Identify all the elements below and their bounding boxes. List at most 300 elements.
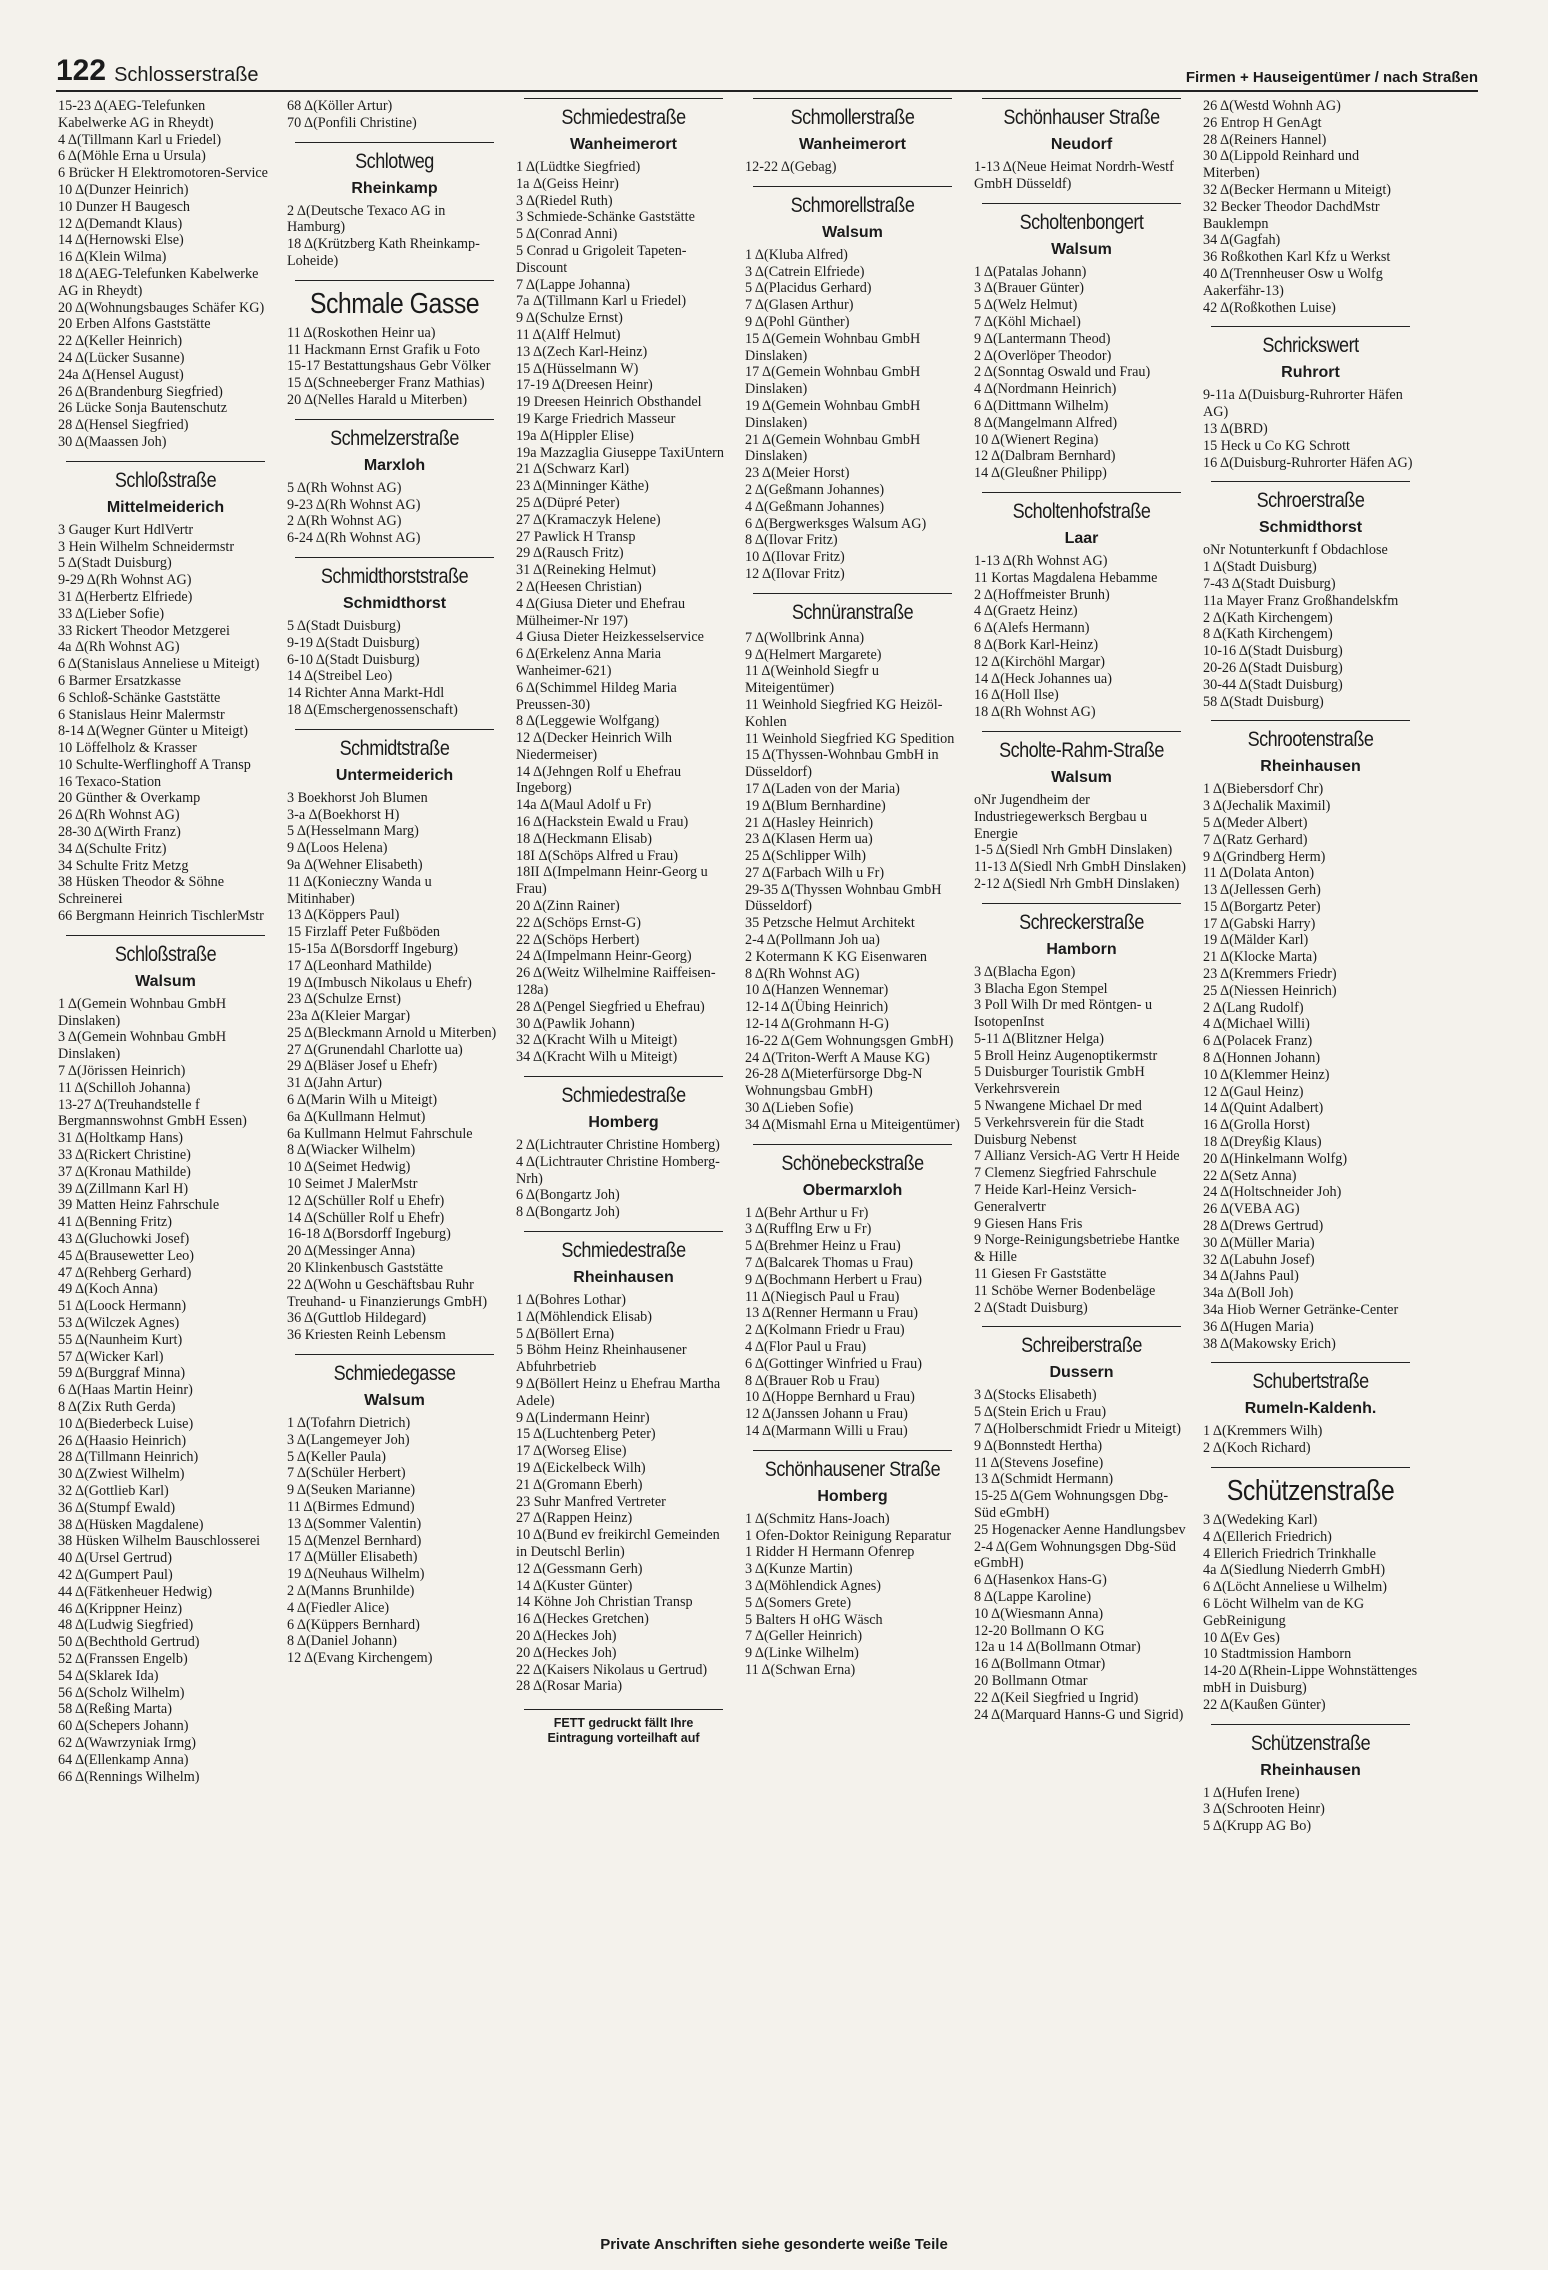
directory-entry: 5 Δ(Stein Erich u Frau) bbox=[974, 1404, 1107, 1421]
street-heading bbox=[974, 98, 1189, 155]
directory-entry: 14 Δ(Jehngen Rolf u Ehefrau Ingeborg) bbox=[516, 763, 682, 797]
directory-entry: 14 Δ(Marmann Willi u Frau) bbox=[745, 1423, 908, 1439]
directory-entry: 33 Δ(Rickert Christine) bbox=[58, 1147, 191, 1164]
directory-entry: 5 Δ(Brehmer Heinz u Frau) bbox=[745, 1238, 901, 1255]
directory-entry: 12-22 Δ(Gebag) bbox=[745, 159, 837, 175]
directory-entry: oNr Jugendheim der Industriegewerksch Bergbau u Energie bbox=[974, 791, 1148, 842]
directory-entry: 20 Δ(Zinn Rainer) bbox=[516, 898, 620, 915]
directory-entry: 9 Δ(Linke Wilhelm) bbox=[745, 1645, 859, 1662]
directory-entry: 45 Δ(Brausewetter Leo) bbox=[58, 1247, 194, 1264]
directory-entry: 5 Conrad u Grigoleit Tapeten-Discount bbox=[516, 242, 687, 276]
street-name: Schmiedestraße bbox=[561, 106, 686, 129]
directory-entry: 5 Δ(Böllert Erna) bbox=[516, 1325, 615, 1342]
directory-entry: 1 Δ(Gemein Wohnbau GmbH Dinslaken) bbox=[58, 995, 227, 1029]
directory-entry: 5 Δ(Keller Paula) bbox=[287, 1448, 386, 1465]
street-heading bbox=[58, 461, 273, 518]
street-name: Schmidthorststraße bbox=[320, 564, 469, 588]
directory-entry: 3 Δ(Gemein Wohnbau GmbH Dinslaken) bbox=[58, 1029, 227, 1063]
directory-entry: 42 Δ(Roßkothen Luise) bbox=[1203, 299, 1336, 316]
directory-entry: 1 Δ(Schmitz Hans-Joach) bbox=[745, 1510, 890, 1527]
directory-entry: 15 Δ(Luchtenberg Peter) bbox=[516, 1426, 656, 1443]
directory-entry: 17 Δ(Gabski Harry) bbox=[1203, 915, 1316, 932]
directory-entry: 9 Δ(Bochmann Herbert u Frau) bbox=[745, 1271, 922, 1288]
directory-entry: 30 Δ(Müller Maria) bbox=[1203, 1234, 1315, 1251]
directory-entry: 7-43 Δ(Stadt Duisburg) bbox=[1203, 575, 1336, 592]
directory-entry: 46 Δ(Krippner Heinz) bbox=[58, 1600, 183, 1617]
directory-entry: 17 Δ(Müller Elisabeth) bbox=[287, 1549, 418, 1566]
divider-rule bbox=[753, 593, 952, 594]
directory-entry: 11 Δ(Stevens Josefine) bbox=[974, 1454, 1104, 1471]
directory-entry: 36 Kriesten Reinh Lebensm bbox=[287, 1327, 446, 1344]
directory-entry: 14 Richter Anna Markt-Hdl bbox=[287, 685, 445, 702]
directory-entry: 32 Δ(Kracht Wilh u Miteigt) bbox=[516, 1032, 678, 1049]
entry-list bbox=[974, 1387, 1189, 1723]
entry-list bbox=[1203, 98, 1418, 316]
directory-entry: 11 Δ(Alff Helmut) bbox=[516, 326, 621, 343]
street-name: Schreckerstraße bbox=[1019, 910, 1144, 934]
directory-entry: 58 Δ(Stadt Duisburg) bbox=[1203, 693, 1324, 710]
street-name: Schmiedegasse bbox=[333, 1362, 456, 1386]
directory-entry: 35 Petzsche Helmut Architekt bbox=[745, 915, 915, 932]
directory-entry: 31 Δ(Jahn Artur) bbox=[287, 1075, 383, 1092]
divider-rule bbox=[982, 492, 1181, 493]
entry-list bbox=[745, 1511, 960, 1679]
directory-entry: 28 Δ(Tillmann Heinrich) bbox=[58, 1449, 199, 1466]
directory-entry: 20 Klinkenbusch Gaststätte bbox=[287, 1260, 444, 1277]
directory-entry: 4 Δ(Flor Paul u Frau) bbox=[745, 1339, 867, 1356]
directory-entry: 9 Δ(Helmert Margarete) bbox=[745, 646, 882, 663]
directory-entry: 22 Δ(Wohn u Geschäftsbau Ruhr Treuhand- u Finanzierungs GmbH) bbox=[287, 1276, 488, 1310]
directory-entry: 57 Δ(Wicker Karl) bbox=[58, 1348, 164, 1365]
directory-entry: 66 Bergmann Heinrich TischlerMstr bbox=[58, 908, 264, 925]
directory-entry: 8 Δ(Bork Karl-Heinz) bbox=[974, 636, 1099, 653]
directory-entry: 34a Hiob Werner Getränke-Center bbox=[1203, 1302, 1399, 1319]
directory-entry: 12 Δ(Decker Heinrich Wilh Niedermeiser) bbox=[516, 730, 673, 763]
directory-entry: 1 Ridder H Hermann Ofenrep bbox=[745, 1544, 915, 1561]
directory-entry: 16 Δ(Duisburg-Ruhrorter Häfen AG) bbox=[1203, 454, 1413, 471]
district-name: Walsum bbox=[822, 223, 883, 241]
district-name: Rumeln-Kaldenh. bbox=[1244, 1400, 1377, 1418]
directory-entry: 6 Δ(Schimmel Hildeg Maria Preussen-30) bbox=[516, 679, 677, 713]
directory-entry: 5 Duisburger Touristik GmbH Verkehrsverein bbox=[974, 1064, 1145, 1098]
directory-entry: 20 Δ(Hinkelmann Wolfg) bbox=[1203, 1150, 1348, 1167]
directory-entry: 21 Δ(Klocke Marta) bbox=[1203, 949, 1317, 966]
entry-list bbox=[974, 792, 1189, 893]
directory-entry: 20 Δ(Heckes Joh) bbox=[516, 1627, 617, 1644]
directory-entry: 31 Δ(Herbertz Elfriede) bbox=[58, 588, 193, 605]
directory-entry: 16-22 Δ(Gem Wohnungsgen GmbH) bbox=[745, 1032, 954, 1049]
street-heading bbox=[745, 593, 960, 626]
directory-entry: 20 Günther & Overkamp bbox=[58, 790, 201, 807]
directory-entry: 7 Δ(Holberschmidt Friedr u Miteigt) bbox=[974, 1421, 1181, 1438]
directory-entry: 6 Löcht Wilhelm van de KG GebReinigung bbox=[1203, 1595, 1365, 1629]
divider-rule bbox=[66, 935, 265, 936]
directory-entry: 11-13 Δ(Siedl Nrh GmbH Dinslaken) bbox=[974, 859, 1186, 876]
directory-entry: 3 Blacha Egon Stempel bbox=[974, 980, 1108, 997]
directory-entry: 24 Δ(Holtschneider Joh) bbox=[1203, 1184, 1342, 1201]
directory-entry: 24 Δ(Marquard Hanns-G und Sigrid) bbox=[974, 1706, 1184, 1723]
directory-entry: 16 Texaco-Station bbox=[58, 773, 162, 790]
directory-entry: 2-12 Δ(Siedl Nrh GmbH Dinslaken) bbox=[974, 875, 1180, 892]
directory-entry: 2 Δ(Manns Brunhilde) bbox=[287, 1583, 415, 1599]
directory-entry: 10 Stadtmission Hamborn bbox=[1203, 1646, 1352, 1663]
directory-entry: 6 Δ(Küppers Bernhard) bbox=[287, 1616, 420, 1633]
directory-entry: 16 Δ(Bollmann Otmar) bbox=[974, 1656, 1106, 1673]
directory-entry: 8 Δ(Rh Wohnst AG) bbox=[745, 965, 860, 982]
directory-entry: 19 Δ(Gemein Wohnbau GmbH Dinslaken) bbox=[745, 397, 921, 431]
entry-list bbox=[58, 522, 273, 925]
street-heading bbox=[745, 1450, 960, 1507]
district-name: Walsum bbox=[135, 972, 196, 990]
directory-entry: 18I Δ(Schöps Alfred u Frau) bbox=[516, 847, 679, 864]
street-heading bbox=[745, 98, 960, 155]
directory-entry: 28 Δ(Reiners Hannel) bbox=[1203, 131, 1327, 148]
directory-entry: 11 Δ(Konieczny Wanda u Mitinhaber) bbox=[287, 873, 432, 907]
directory-entry: 20 Erben Alfons Gaststätte bbox=[58, 316, 211, 333]
directory-entry: 12-14 Δ(Grohmann H-G) bbox=[745, 1016, 889, 1033]
directory-entry: 23 Suhr Manfred Vertreter bbox=[516, 1493, 666, 1510]
directory-entry: 5 Δ(Rh Wohnst AG) bbox=[287, 479, 402, 496]
street-heading bbox=[287, 1354, 502, 1411]
street-heading bbox=[1203, 1362, 1418, 1419]
entry-list bbox=[745, 1205, 960, 1440]
directory-entry: 17 Δ(Worseg Elise) bbox=[516, 1443, 627, 1460]
directory-entry: 70 Δ(Ponfili Christine) bbox=[287, 114, 417, 131]
directory-entry: 3-a Δ(Boekhorst H) bbox=[287, 806, 400, 823]
directory-entry: 30 Δ(Lieben Sofie) bbox=[745, 1100, 854, 1117]
directory-entry: 32 Δ(Becker Hermann u Miteigt) bbox=[1203, 181, 1391, 198]
directory-entry: 9 Δ(Grindberg Herm) bbox=[1203, 848, 1326, 865]
directory-entry: 8 Δ(Lappe Karoline) bbox=[974, 1589, 1092, 1605]
directory-entry: 8 Δ(Kath Kirchengem) bbox=[1203, 626, 1333, 643]
directory-entry: 19 Dreesen Heinrich Obsthandel bbox=[516, 394, 702, 411]
street-heading bbox=[1203, 481, 1418, 538]
directory-entry: 34 Δ(Jahns Paul) bbox=[1203, 1268, 1299, 1285]
directory-entry: 10 Δ(Dunzer Heinrich) bbox=[58, 181, 189, 198]
directory-entry: 9 Δ(Bonnstedt Hertha) bbox=[974, 1437, 1103, 1454]
street-heading bbox=[1203, 720, 1418, 777]
street-heading bbox=[745, 186, 960, 243]
district-name: Neudorf bbox=[1050, 136, 1113, 153]
directory-entry: 26-28 Δ(Mieterfürsorge Dbg-N Wohnungsbau GmbH) bbox=[745, 1066, 923, 1100]
directory-entry: 2 Δ(Lang Rudolf) bbox=[1203, 999, 1304, 1016]
directory-entry: 36 Δ(Hugen Maria) bbox=[1203, 1318, 1314, 1335]
directory-entry: 11 Δ(Birmes Edmund) bbox=[287, 1499, 415, 1516]
divider-rule bbox=[753, 1144, 952, 1145]
street-name: Schönebeckstraße bbox=[781, 1151, 924, 1175]
directory-entry: 26 Δ(Weitz Wilhelmine Raiffeisen-128a) bbox=[516, 965, 716, 999]
directory-entry: 13 Δ(Köppers Paul) bbox=[287, 907, 400, 924]
directory-entry: 9 Δ(Loos Helena) bbox=[287, 840, 388, 857]
directory-entry: 4a Δ(Rh Wohnst AG) bbox=[58, 639, 180, 656]
directory-entry: 3 Δ(Schrooten Heinr) bbox=[1203, 1801, 1325, 1818]
directory-entry: 23 Δ(Kremmers Friedr) bbox=[1203, 966, 1337, 983]
directory-entry: 11 Δ(Weinhold Siegfr u Miteigentümer) bbox=[745, 663, 879, 697]
directory-entry: 6 Δ(Stanislaus Anneliese u Miteigt) bbox=[58, 656, 260, 673]
directory-entry: 28 Δ(Rosar Maria) bbox=[516, 1678, 623, 1695]
directory-entry: 28 Δ(Hensel Siegfried) bbox=[58, 417, 189, 434]
directory-entry: 5 Verkehrsverein für die Stadt Duisburg Nebenst bbox=[974, 1114, 1144, 1148]
directory-entry: 66 Δ(Rennings Wilhelm) bbox=[58, 1768, 200, 1785]
directory-entry: 14 Köhne Joh Christian Transp bbox=[516, 1594, 693, 1611]
street-heading bbox=[58, 935, 273, 992]
street-name: Scholte-Rahm-Straße bbox=[999, 738, 1164, 762]
directory-entry: 4 Δ(Fiedler Alice) bbox=[287, 1599, 390, 1616]
street-heading bbox=[287, 557, 502, 614]
directory-entry: 56 Δ(Scholz Wilhelm) bbox=[58, 1684, 185, 1701]
directory-entry: 14 Δ(Kuster Günter) bbox=[516, 1577, 633, 1594]
directory-entry: 18 Δ(Rh Wohnst AG) bbox=[974, 704, 1096, 721]
directory-entry: 10 Δ(Ev Ges) bbox=[1203, 1629, 1280, 1646]
section-title: Firmen + Hauseigentümer / nach Straßen bbox=[1185, 69, 1478, 86]
directory-entry: 30 Δ(Pawlik Johann) bbox=[516, 1015, 635, 1032]
directory-entry: 18 Δ(Dreyßig Klaus) bbox=[1203, 1134, 1322, 1151]
directory-entry: 32 Becker Theodor DachdMstr Bauklempn bbox=[1203, 198, 1380, 232]
district-name: Walsum bbox=[364, 1392, 425, 1410]
directory-entry: 21 Δ(Gemein Wohnbau GmbH Dinslaken) bbox=[745, 431, 921, 465]
directory-entry: 34 Δ(Kracht Wilh u Miteigt) bbox=[516, 1049, 678, 1066]
column-5 bbox=[974, 98, 1189, 2193]
directory-entry: 25 Δ(Düpré Peter) bbox=[516, 494, 620, 511]
street-heading bbox=[745, 1144, 960, 1201]
street-heading bbox=[974, 1326, 1189, 1383]
directory-entry: 1a Δ(Geiss Heinr) bbox=[516, 175, 619, 192]
directory-entry: 7 Heide Karl-Heinz Versich-Generalvertr bbox=[974, 1182, 1137, 1215]
directory-entry: 16-18 Δ(Borsdorff Ingeburg) bbox=[287, 1226, 451, 1243]
divider-rule bbox=[295, 729, 494, 730]
directory-entry: 21 Δ(Gromann Eberh) bbox=[516, 1476, 643, 1493]
entry-list bbox=[516, 1292, 731, 1695]
directory-entry: 6 Δ(Möhle Erna u Ursula) bbox=[58, 148, 206, 165]
district-name: Marxloh bbox=[363, 456, 426, 474]
directory-entry: 6 Δ(Alefs Hermann) bbox=[974, 620, 1090, 637]
directory-entry: 11 Kortas Magdalena Hebamme bbox=[974, 569, 1158, 586]
district-name: Schmidthorst bbox=[342, 594, 447, 612]
directory-entry: 3 Gauger Kurt HdlVertr bbox=[58, 521, 194, 538]
entry-list bbox=[287, 98, 502, 132]
directory-entry: 5 Δ(Hesselmann Marg) bbox=[287, 823, 419, 840]
entry-list bbox=[974, 553, 1189, 721]
directory-entry: 14 Δ(Streibel Leo) bbox=[287, 668, 393, 685]
directory-entry: 11 Δ(Dolata Anton) bbox=[1203, 865, 1315, 882]
directory-entry: 9a Δ(Wehner Elisabeth) bbox=[287, 856, 423, 873]
directory-entry: 4 Δ(Giusa Dieter und Ehefrau Mülheimer-Nr 197) bbox=[516, 595, 686, 629]
directory-entry: 3 Δ(Brauer Günter) bbox=[974, 280, 1084, 297]
directory-entry: 6 Δ(Polacek Franz) bbox=[1203, 1033, 1313, 1050]
street-heading bbox=[287, 280, 502, 321]
directory-entry: 15 Δ(Thyssen-Wohnbau GmbH in Düsseldorf) bbox=[745, 747, 939, 781]
directory-entry: 26 Δ(Rh Wohnst AG) bbox=[58, 807, 180, 824]
directory-entry: 9 Δ(Schulze Ernst) bbox=[516, 310, 623, 327]
directory-entry: 13 Δ(Zech Karl-Heinz) bbox=[516, 343, 648, 360]
directory-entry: 4 Δ(Lichtrauter Christine Homberg-Nrh) bbox=[516, 1153, 720, 1187]
directory-entry: 15-15a Δ(Borsdorff Ingeburg) bbox=[287, 940, 458, 957]
directory-entry: 1 Δ(Kluba Alfred) bbox=[745, 246, 848, 263]
directory-entry: 3 Schmiede-Schänke Gaststätte bbox=[516, 209, 695, 226]
district-name: Obermarxloh bbox=[802, 1181, 903, 1199]
divider-rule bbox=[982, 98, 1181, 99]
directory-entry: 13 Δ(BRD) bbox=[1203, 420, 1268, 437]
directory-entry: 5 Δ(Meder Albert) bbox=[1203, 814, 1308, 831]
directory-entry: 19 Δ(Blum Bernhardine) bbox=[745, 797, 886, 814]
divider-rule bbox=[1211, 326, 1410, 327]
directory-entry: 27 Pawlick H Transp bbox=[516, 528, 636, 545]
directory-entry: 14 Δ(Gleußner Philipp) bbox=[974, 465, 1107, 482]
directory-entry: 59 Δ(Burggraf Minna) bbox=[58, 1365, 186, 1382]
directory-entry: 11 Giesen Fr Gaststätte bbox=[974, 1266, 1107, 1283]
directory-entry: 62 Δ(Wawrzyniak Irmg) bbox=[58, 1734, 196, 1751]
directory-entry: 39 Δ(Zillmann Karl H) bbox=[58, 1180, 189, 1197]
directory-entry: 1-13 Δ(Neue Heimat Nordrh-Westf GmbH Düsseldf) bbox=[974, 159, 1174, 192]
directory-entry: 5 Δ(Placidus Gerhard) bbox=[745, 280, 872, 297]
directory-entry: 15 Δ(Borgartz Peter) bbox=[1203, 898, 1321, 915]
directory-entry: 12 Δ(Gessmann Gerh) bbox=[516, 1560, 643, 1577]
directory-entry: 13 Δ(Schmidt Hermann) bbox=[974, 1471, 1114, 1488]
street-name: Schönhauser Straße bbox=[1003, 106, 1160, 129]
divider-rule bbox=[753, 98, 952, 99]
entry-list bbox=[287, 790, 502, 1344]
entry-list bbox=[287, 618, 502, 719]
directory-entry: 26 Δ(Haasio Heinrich) bbox=[58, 1432, 187, 1449]
directory-entry: 12 Δ(Evang Kirchengem) bbox=[287, 1650, 433, 1667]
directory-entry: 8 Δ(Wiacker Wilhelm) bbox=[287, 1142, 416, 1159]
directory-entry: 14-20 Δ(Rhein-Lippe Wohnstättenges mbH in Duisburg) bbox=[1203, 1663, 1418, 1696]
directory-entry: 34 Δ(Schulte Fritz) bbox=[58, 840, 167, 857]
directory-entry: 3 Δ(Catrein Elfriede) bbox=[745, 263, 865, 280]
directory-entry: 6 Δ(Löcht Anneliese u Wilhelm) bbox=[1203, 1579, 1388, 1596]
directory-entry: 1 Δ(Kremmers Wilh) bbox=[1203, 1423, 1323, 1440]
directory-entry: 15 Δ(Menzel Bernhard) bbox=[287, 1532, 422, 1549]
street-name: Schmiedestraße bbox=[561, 1084, 686, 1108]
directory-entry: 18 Δ(AEG-Telefunken Kabelwerke AG in Rheydt) bbox=[58, 265, 259, 299]
divider-rule bbox=[753, 1450, 952, 1451]
entry-list bbox=[287, 1415, 502, 1667]
directory-entry: 29-35 Δ(Thyssen Wohnbau GmbH Düsseldorf) bbox=[745, 881, 942, 915]
directory-entry: 5 Δ(Stadt Duisburg) bbox=[287, 617, 401, 634]
street-name: Schrickswert bbox=[1262, 334, 1359, 358]
directory-entry: 32 Δ(Labuhn Josef) bbox=[1203, 1251, 1315, 1268]
directory-entry: 2-4 Δ(Pollmann Joh ua) bbox=[745, 932, 880, 949]
directory-entry: 42 Δ(Gumpert Paul) bbox=[58, 1566, 173, 1583]
directory-entry: 3 Δ(Langemeyer Joh) bbox=[287, 1431, 410, 1448]
directory-entry: 53 Δ(Wilczek Agnes) bbox=[58, 1315, 180, 1331]
divider-rule bbox=[524, 1231, 723, 1232]
entry-list bbox=[1203, 387, 1418, 471]
directory-entry: 51 Δ(Loock Hermann) bbox=[58, 1298, 187, 1315]
divider-rule bbox=[982, 731, 1181, 732]
directory-entry: 10 Δ(Seimet Hedwig) bbox=[287, 1159, 411, 1176]
entry-list bbox=[287, 203, 502, 270]
directory-entry: 11 Schöbe Werner Bodenbeläge bbox=[974, 1282, 1156, 1299]
directory-entry: 10 Δ(Wiesmann Anna) bbox=[974, 1605, 1104, 1622]
directory-entry: 14 Δ(Heck Johannes ua) bbox=[974, 670, 1112, 687]
district-name: Wanheimerort bbox=[799, 136, 906, 153]
directory-entry: 27 Δ(Farbach Wilh u Fr) bbox=[745, 864, 885, 881]
district-name: Walsum bbox=[1051, 768, 1112, 786]
street-heading bbox=[1203, 1724, 1418, 1781]
directory-entry: 19 Δ(Imbusch Nikolaus u Ehefr) bbox=[287, 974, 472, 991]
directory-entry: 5 Böhm Heinz Rheinhausener Abfuhrbetrieb bbox=[516, 1342, 687, 1376]
directory-entry: 9 Giesen Hans Fris bbox=[974, 1215, 1083, 1232]
directory-entry: 1 Ofen-Doktor Reinigung Reparatur bbox=[745, 1527, 952, 1544]
directory-entry: 11a Mayer Franz Großhandelskfm bbox=[1203, 592, 1399, 609]
directory-entry: 54 Δ(Sklarek Ida) bbox=[58, 1667, 159, 1684]
street-name: Schmidtstraße bbox=[339, 736, 450, 760]
directory-entry: 6-10 Δ(Stadt Duisburg) bbox=[287, 651, 420, 668]
divider-rule bbox=[1211, 1467, 1410, 1468]
directory-entry: 38 Δ(Hüsken Magdalene) bbox=[58, 1516, 204, 1533]
directory-entry: 7 Δ(Balcarek Thomas u Frau) bbox=[745, 1255, 914, 1272]
directory-entry: 9 Δ(Böllert Heinz u Ehefrau Martha Adele) bbox=[516, 1376, 721, 1409]
directory-entry: 5 Δ(Krupp AG Bo) bbox=[1203, 1818, 1312, 1835]
divider-rule bbox=[524, 98, 723, 99]
directory-entry: 12 Δ(Schüller Rolf u Ehefr) bbox=[287, 1192, 445, 1209]
directory-entry: 16 Δ(Klein Wilma) bbox=[58, 249, 167, 266]
directory-entry: 68 Δ(Köller Artur) bbox=[287, 98, 393, 114]
directory-entry: 1 Δ(Möhlendick Elisab) bbox=[516, 1308, 652, 1325]
directory-entry: 5 Δ(Somers Grete) bbox=[745, 1594, 852, 1611]
street-name: Schützenstraße bbox=[1250, 1731, 1371, 1755]
district-name: Hamborn bbox=[1046, 940, 1117, 958]
directory-entry: 13 Δ(Renner Hermann u Frau) bbox=[745, 1305, 919, 1322]
directory-entry: 31 Δ(Reineking Helmut) bbox=[516, 562, 656, 579]
directory-entry: 13 Δ(Jellessen Gerh) bbox=[1203, 882, 1321, 899]
directory-entry: 22 Δ(Keil Siegfried u Ingrid) bbox=[974, 1689, 1139, 1706]
street-heading bbox=[287, 729, 502, 786]
directory-entry: 36 Δ(Guttlob Hildegard) bbox=[287, 1310, 427, 1327]
directory-entry: 6 Δ(Haas Martin Heinr) bbox=[58, 1382, 193, 1399]
page-header bbox=[56, 46, 1478, 92]
directory-entry: 10 Δ(Biederbeck Luise) bbox=[58, 1415, 194, 1432]
directory-entry: 6 Brücker H Elektromotoren-Service bbox=[58, 165, 268, 182]
directory-entry: 5 Balters H oHG Wäsch bbox=[745, 1611, 883, 1628]
directory-entry: 9 Norge-Reinigungsbetriebe Hantke & Hille bbox=[974, 1232, 1180, 1266]
directory-entry: 8 Δ(Ilovar Fritz) bbox=[745, 532, 838, 549]
directory-entry: 10 Δ(Klemmer Heinz) bbox=[1203, 1066, 1330, 1083]
directory-entry: 27 Δ(Kramaczyk Helene) bbox=[516, 511, 661, 528]
directory-entry: 22 Δ(Setz Anna) bbox=[1203, 1167, 1297, 1184]
directory-entry: 6 Δ(Erkelenz Anna Maria Wanheimer-621) bbox=[516, 646, 662, 679]
directory-entry: 23 Δ(Minninger Käthe) bbox=[516, 478, 649, 495]
entry-list bbox=[745, 247, 960, 583]
directory-entry: 22 Δ(Keller Heinrich) bbox=[58, 333, 183, 350]
directory-entry: 37 Δ(Kronau Mathilde) bbox=[58, 1163, 191, 1180]
directory-entry: 6 Δ(Bergwerksges Walsum AG) bbox=[745, 515, 927, 532]
directory-entry: 25 Hogenacker Aenne Handlungsbev bbox=[974, 1521, 1186, 1538]
directory-entry: 39 Matten Heinz Fahrschule bbox=[58, 1197, 220, 1214]
directory-entry: 12-20 Bollmann O KG bbox=[974, 1622, 1105, 1639]
directory-entry: 22 Δ(Schöps Herbert) bbox=[516, 931, 640, 948]
directory-entry: 1 Δ(Biebersdorf Chr) bbox=[1203, 781, 1324, 798]
entry-list bbox=[974, 159, 1189, 193]
entry-list bbox=[1203, 1423, 1418, 1457]
directory-entry: 15-23 Δ(AEG-Telefunken Kabelwerke AG in Rheydt) bbox=[58, 98, 214, 131]
directory-entry: 26 Δ(Westd Wohnh AG) bbox=[1203, 98, 1341, 114]
district-name: Untermeiderich bbox=[335, 766, 454, 784]
divider-rule bbox=[295, 280, 494, 281]
directory-entry: 29 Δ(Rausch Fritz) bbox=[516, 545, 624, 562]
directory-entry: 6 Schloß-Schänke Gaststätte bbox=[58, 689, 221, 706]
street-heading bbox=[1203, 326, 1418, 383]
directory-entry: 15-25 Δ(Gem Wohnungsgen Dbg-Süd eGmbH) bbox=[974, 1488, 1169, 1522]
directory-entry: 8 Δ(Zix Ruth Gerda) bbox=[58, 1398, 176, 1415]
directory-entry: 50 Δ(Bechthold Gertrud) bbox=[58, 1634, 200, 1651]
directory-entry: 2 Δ(Hoffmeister Brunh) bbox=[974, 586, 1110, 603]
directory-entry: 1 Δ(Behr Arthur u Fr) bbox=[745, 1204, 869, 1221]
street-name: Scholtenhofstraße bbox=[1012, 499, 1151, 523]
street-name: Scholtenbongert bbox=[1019, 210, 1144, 234]
street-heading bbox=[1203, 1467, 1418, 1508]
